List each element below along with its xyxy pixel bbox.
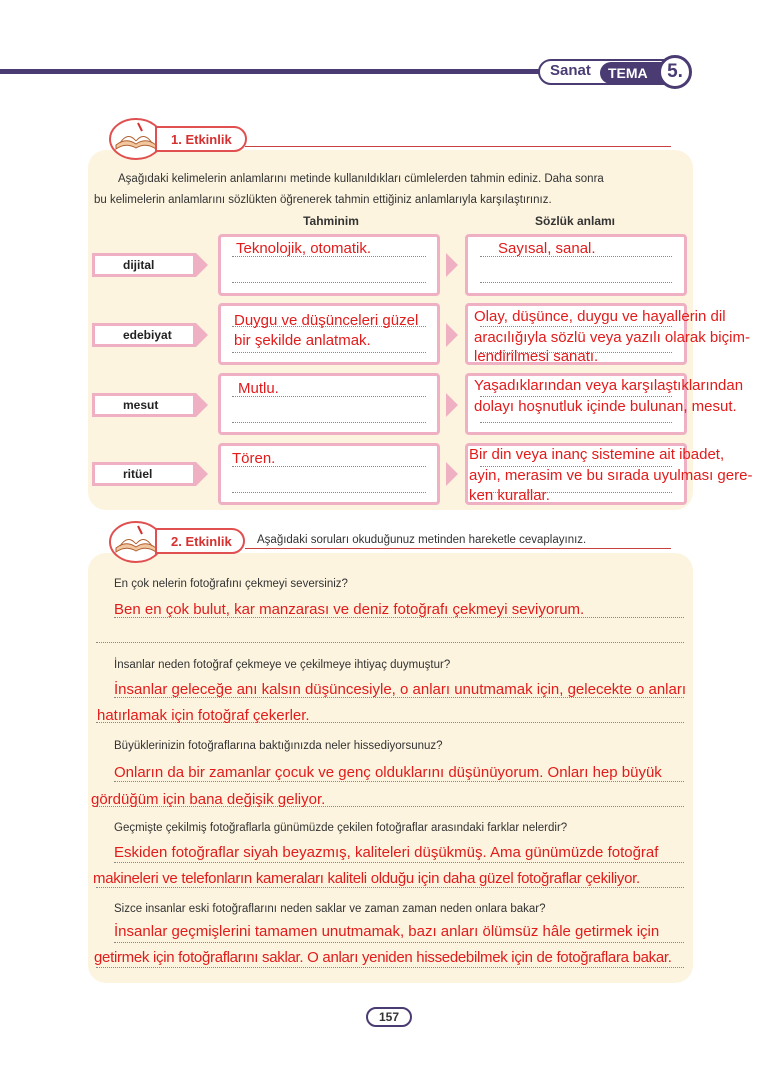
arrow-right-icon — [196, 253, 208, 277]
guess-answer: Tören. — [232, 450, 276, 467]
answer-line: hatırlamak için fotoğraf çekerler. — [97, 707, 310, 724]
dict-answer: dolayı hoşnutluk içinde bulunan, mesut. — [474, 398, 737, 415]
question-text: Sizce insanlar eski fotoğraflarını neden saklar ve zaman zaman neden onlara bakar? — [114, 903, 546, 915]
etkinlik2-instruction: Aşağıdaki soruları okuduğunuz metinden hareketle cevaplayınız. — [257, 534, 587, 546]
etkinlik2-rule — [245, 548, 671, 549]
dotted-line — [480, 282, 672, 283]
dotted-line — [96, 642, 684, 643]
dotted-line — [232, 282, 426, 283]
guess-answer: Teknolojik, otomatik. — [236, 240, 372, 257]
arrow-right-icon — [196, 323, 208, 347]
answer-line: gördüğüm için bana değişik geliyor. — [91, 791, 326, 808]
arrow-right-icon — [446, 253, 458, 277]
col-guess-header: Tahminim — [303, 214, 359, 228]
answer-line: İnsanlar geleceğe anı kalsın düşüncesiyle, o anları unutmamak için, gelecekte o anları — [114, 681, 686, 698]
question-text: Büyüklerinizin fotoğraflarına baktığınızda neler hissediyorsunuz? — [114, 740, 443, 752]
guess-answer: Mutlu. — [238, 380, 279, 397]
dotted-line — [480, 422, 672, 423]
guess-answer: bir şekilde anlatmak. — [234, 332, 371, 349]
answer-line: Ben en çok bulut, kar manzarası ve deniz fotoğrafı çekmeyi seviyorum. — [114, 601, 585, 618]
dict-answer: Bir din veya inanç sistemine ait ibadet, — [469, 446, 725, 463]
dict-answer: aracılığıyla sözlü veya yazılı olarak biçim- — [474, 329, 750, 346]
dotted-line — [232, 352, 426, 353]
question-text: İnsanlar neden fotoğraf çekmeye ve çekilmeye ihtiyaç duymuştur? — [114, 659, 451, 671]
dict-answer: Yaşadıklarından veya karşılaştıklarından — [474, 377, 744, 394]
tema-badge — [538, 55, 693, 89]
question-text: En çok nelerin fotoğrafını çekmeyi seversiniz? — [114, 578, 348, 590]
col-dict-header: Sözlük anlamı — [534, 214, 616, 228]
arrow-right-icon — [446, 393, 458, 417]
etkinlik1-rule — [245, 146, 671, 147]
page-number: 157 — [366, 1007, 412, 1027]
question-text: Geçmişte çekilmiş fotoğraflarla günümüzde çekilen fotoğraflar arasındaki farklar nelerdir? — [114, 822, 568, 834]
arrow-right-icon — [446, 323, 458, 347]
etkinlik1-instruction-2: bu kelimelerin anlamlarını sözlükten öğrenerek tahmin ettiğiniz anlamlarıyla karşılaştırınız. — [94, 194, 552, 206]
etkinlik1-label: 1. Etkinlik — [155, 126, 247, 152]
answer-line: Eskiden fotoğraflar siyah beyazmış, kaliteleri düşükmüş. Ama günümüzde fotoğraf — [114, 844, 659, 861]
dict-answer: lendirilmesi sanatı. — [474, 348, 599, 365]
etkinlik2-label: 2. Etkinlik — [155, 528, 245, 554]
word-label: mesut — [92, 393, 196, 417]
dict-answer: Olay, düşünce, duygu ve hayallerin dil — [474, 308, 726, 325]
word-label: dijital — [92, 253, 196, 277]
guess-answer: Duygu ve düşünceleri güzel — [234, 312, 419, 329]
etkinlik1-instruction-1: Aşağıdaki kelimelerin anlamlarını metinde kullanıldıkları cümlelerden tahmin ediniz. Daha sonra — [118, 173, 604, 185]
header-rule — [0, 69, 560, 74]
word-label: edebiyat — [92, 323, 196, 347]
subject-label: Sanat — [550, 62, 591, 79]
answer-line: Onların da bir zamanlar çocuk ve genç olduklarını düşünüyorum. Onları hep büyük — [114, 764, 662, 781]
dotted-line — [232, 422, 426, 423]
dict-answer: ken kurallar. — [469, 487, 550, 504]
arrow-right-icon — [446, 462, 458, 486]
arrow-right-icon — [196, 462, 208, 486]
tema-label: TEMA — [600, 62, 662, 84]
dict-answer: Sayısal, sanal. — [498, 240, 596, 257]
arrow-right-icon — [196, 393, 208, 417]
dotted-line — [232, 492, 426, 493]
answer-line: makineleri ve telefonların kameraları kaliteli olduğu için daha güzel fotoğraflar çekiliyor. — [93, 870, 640, 887]
dict-answer: ayin, merasim ve bu sırada uyulması gere- — [469, 467, 753, 484]
answer-line: getirmek için fotoğraflarını saklar. O anları yeniden hissedebilmek için de fotoğraflara bakar. — [94, 949, 672, 966]
tema-number: 5. — [658, 55, 692, 89]
word-label: ritüel — [92, 462, 196, 486]
answer-line: İnsanlar geçmişlerini tamamen unutmamak, bazı anları ölümsüz hâle getirmek için — [114, 923, 660, 940]
